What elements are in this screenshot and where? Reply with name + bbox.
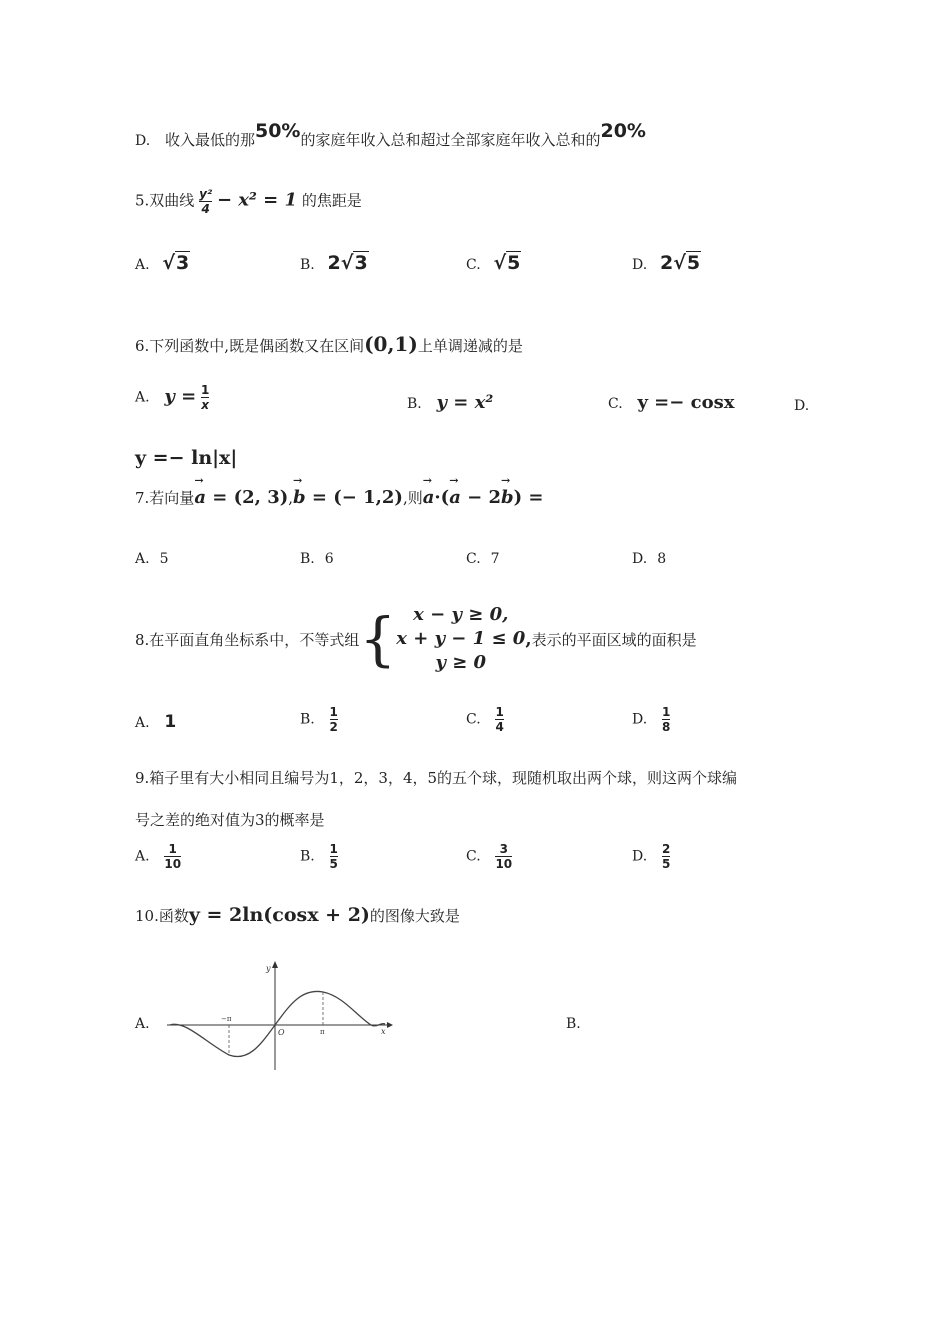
option-text: 收入最低的那 (164, 131, 255, 149)
q4-option-d (135, 120, 646, 150)
math-vector-a: → a = (2, 3) (194, 487, 288, 508)
math-fraction: $\frac{1}{10}$ (164, 842, 182, 871)
x-axis-label: x (381, 1027, 386, 1036)
q9-option-a (135, 843, 181, 870)
option-label: D. (632, 551, 648, 567)
math-percent: 50% (254, 120, 301, 142)
q9-option-b (300, 843, 338, 870)
left-brace: { (359, 605, 397, 673)
question-text: 表示的平面区域的面积是 (531, 630, 697, 649)
option-label: D. (632, 257, 648, 273)
math-fraction: $\frac{1}{4}$ (495, 705, 504, 734)
math-fraction (199, 188, 212, 215)
option-label: C. (466, 551, 481, 567)
q5-option-c (466, 252, 521, 274)
math-expression: → a·(→ a − 2→ b) = (423, 487, 544, 508)
question-text: 8.在平面直角坐标系中，不等式组 (135, 630, 360, 649)
q6-option-b (407, 392, 493, 413)
math-fraction (201, 384, 209, 411)
math-expression: y = x² (436, 392, 494, 413)
option-label: B. (300, 848, 315, 865)
option-label: B. (407, 396, 422, 412)
math-interval: (0,1) (364, 332, 418, 356)
math-expression: y =− cosx (637, 392, 735, 413)
question-7 (135, 487, 543, 508)
option-label: C. (466, 257, 481, 273)
math-percent: 20% (600, 120, 646, 142)
q6-option-d (135, 447, 237, 469)
option-label: A. (135, 257, 150, 273)
math-fraction: $\frac{3}{10}$ (495, 842, 513, 871)
option-label: D. (632, 848, 648, 865)
q8-option-b (300, 706, 338, 733)
inequality-row: x − y ≥ 0, (413, 604, 509, 625)
q8-option-a (135, 712, 176, 732)
math-fraction: $\frac{1}{5}$ (329, 842, 338, 871)
tick-neg-pi: −π (221, 1015, 232, 1023)
math-fraction: $\frac{2}{5}$ (661, 842, 671, 871)
q7-option-c (466, 549, 500, 567)
tick-pi: π (320, 1028, 325, 1036)
x-axis-arrow (387, 1022, 393, 1028)
inequality-system (359, 603, 525, 675)
q10-option-a-label: A. (135, 1016, 150, 1032)
question-9-line-1: 9.箱子里有大小相同且编号为1，2，3，4，5的五个球，现随机取出两个球，则这两个球编 (135, 769, 738, 787)
y-axis-label: y (266, 964, 271, 973)
option-label: C. (608, 396, 623, 412)
option-value: 5 (159, 551, 169, 567)
math-vector-b: → b = (− 1,2) (293, 487, 403, 508)
option-label: C. (466, 848, 481, 865)
question-text: 的焦距是 (301, 191, 362, 210)
q7-option-d (632, 549, 666, 567)
q5-option-d (632, 252, 701, 274)
question-text: 6.下列函数中,既是偶函数又在区间 (135, 337, 365, 355)
option-label: A. (135, 389, 150, 406)
option-label: B. (300, 257, 315, 273)
question-text: , (288, 489, 294, 507)
fraction-numerator: 1 (200, 383, 210, 397)
option-label: A. (135, 551, 150, 567)
question-text: 7.若向量 (135, 489, 195, 507)
option-text: 的家庭年收入总和超过全部家庭年收入总和的 (300, 131, 601, 149)
q6-option-d-label (794, 396, 809, 414)
option-label: C. (466, 711, 481, 728)
origin-label: O (278, 1028, 285, 1037)
option-value: 6 (324, 551, 334, 567)
option-label: A. (135, 715, 150, 731)
question-text: 的图像大致是 (369, 907, 460, 925)
fraction-denominator: 4 (201, 202, 210, 216)
question-10 (135, 904, 460, 926)
question-text: 上单调递减的是 (417, 337, 523, 355)
q10-option-b-label: B. (566, 1016, 581, 1032)
q7-option-a (135, 549, 168, 567)
math-expression: y = (164, 385, 197, 407)
q7-option-b (300, 549, 334, 567)
q10-option-a-graph (165, 958, 395, 1073)
option-value: 8 (657, 551, 667, 567)
fraction-denominator: x (201, 398, 209, 412)
q5-option-a (135, 252, 190, 274)
option-value: 7 (490, 551, 500, 567)
math-fraction: $\frac{1}{2}$ (329, 705, 338, 734)
q5-option-b (300, 252, 369, 274)
question-text: ,则 (402, 489, 423, 507)
option-label: D. (794, 398, 810, 414)
math-fraction: $\frac{1}{8}$ (661, 705, 671, 734)
question-9-line-2: 号之差的绝对值为3的概率是 (135, 811, 325, 829)
option-label: B. (300, 711, 315, 728)
q6-option-a (135, 384, 209, 411)
q9-option-c (466, 843, 512, 870)
math-expression: − x² = 1 (216, 189, 298, 211)
math-expression: y = 2ln(cosx + 2) (188, 904, 370, 926)
math-expression: y =− ln|x| (135, 447, 238, 469)
q6-option-c (608, 392, 734, 413)
q9-option-d (632, 843, 670, 870)
option-label: D. (135, 133, 151, 149)
question-text: , (525, 628, 532, 650)
question-5 (135, 188, 362, 215)
y-axis-arrow (272, 961, 278, 968)
option-label: B. (300, 551, 315, 567)
q8-option-d (632, 706, 670, 733)
question-8 (135, 603, 697, 675)
math-sqrt: 2√3 (327, 252, 368, 274)
math-sqrt: √3 (162, 252, 190, 274)
question-text: 5.双曲线 (135, 191, 195, 210)
math-sqrt: 2√5 (659, 252, 701, 274)
function-curve (170, 991, 385, 1056)
q8-option-c (466, 706, 504, 733)
inequality-row: y ≥ 0 (435, 652, 487, 673)
question-6 (135, 332, 523, 356)
question-text: 10.函数 (135, 907, 189, 925)
inequality-row: x + y − 1 ≤ 0 (396, 628, 526, 649)
option-value: 1 (164, 712, 177, 732)
option-label: D. (632, 711, 648, 728)
option-label: A. (135, 848, 150, 865)
math-sqrt: √5 (493, 252, 521, 274)
fraction-numerator: y² (199, 187, 213, 201)
